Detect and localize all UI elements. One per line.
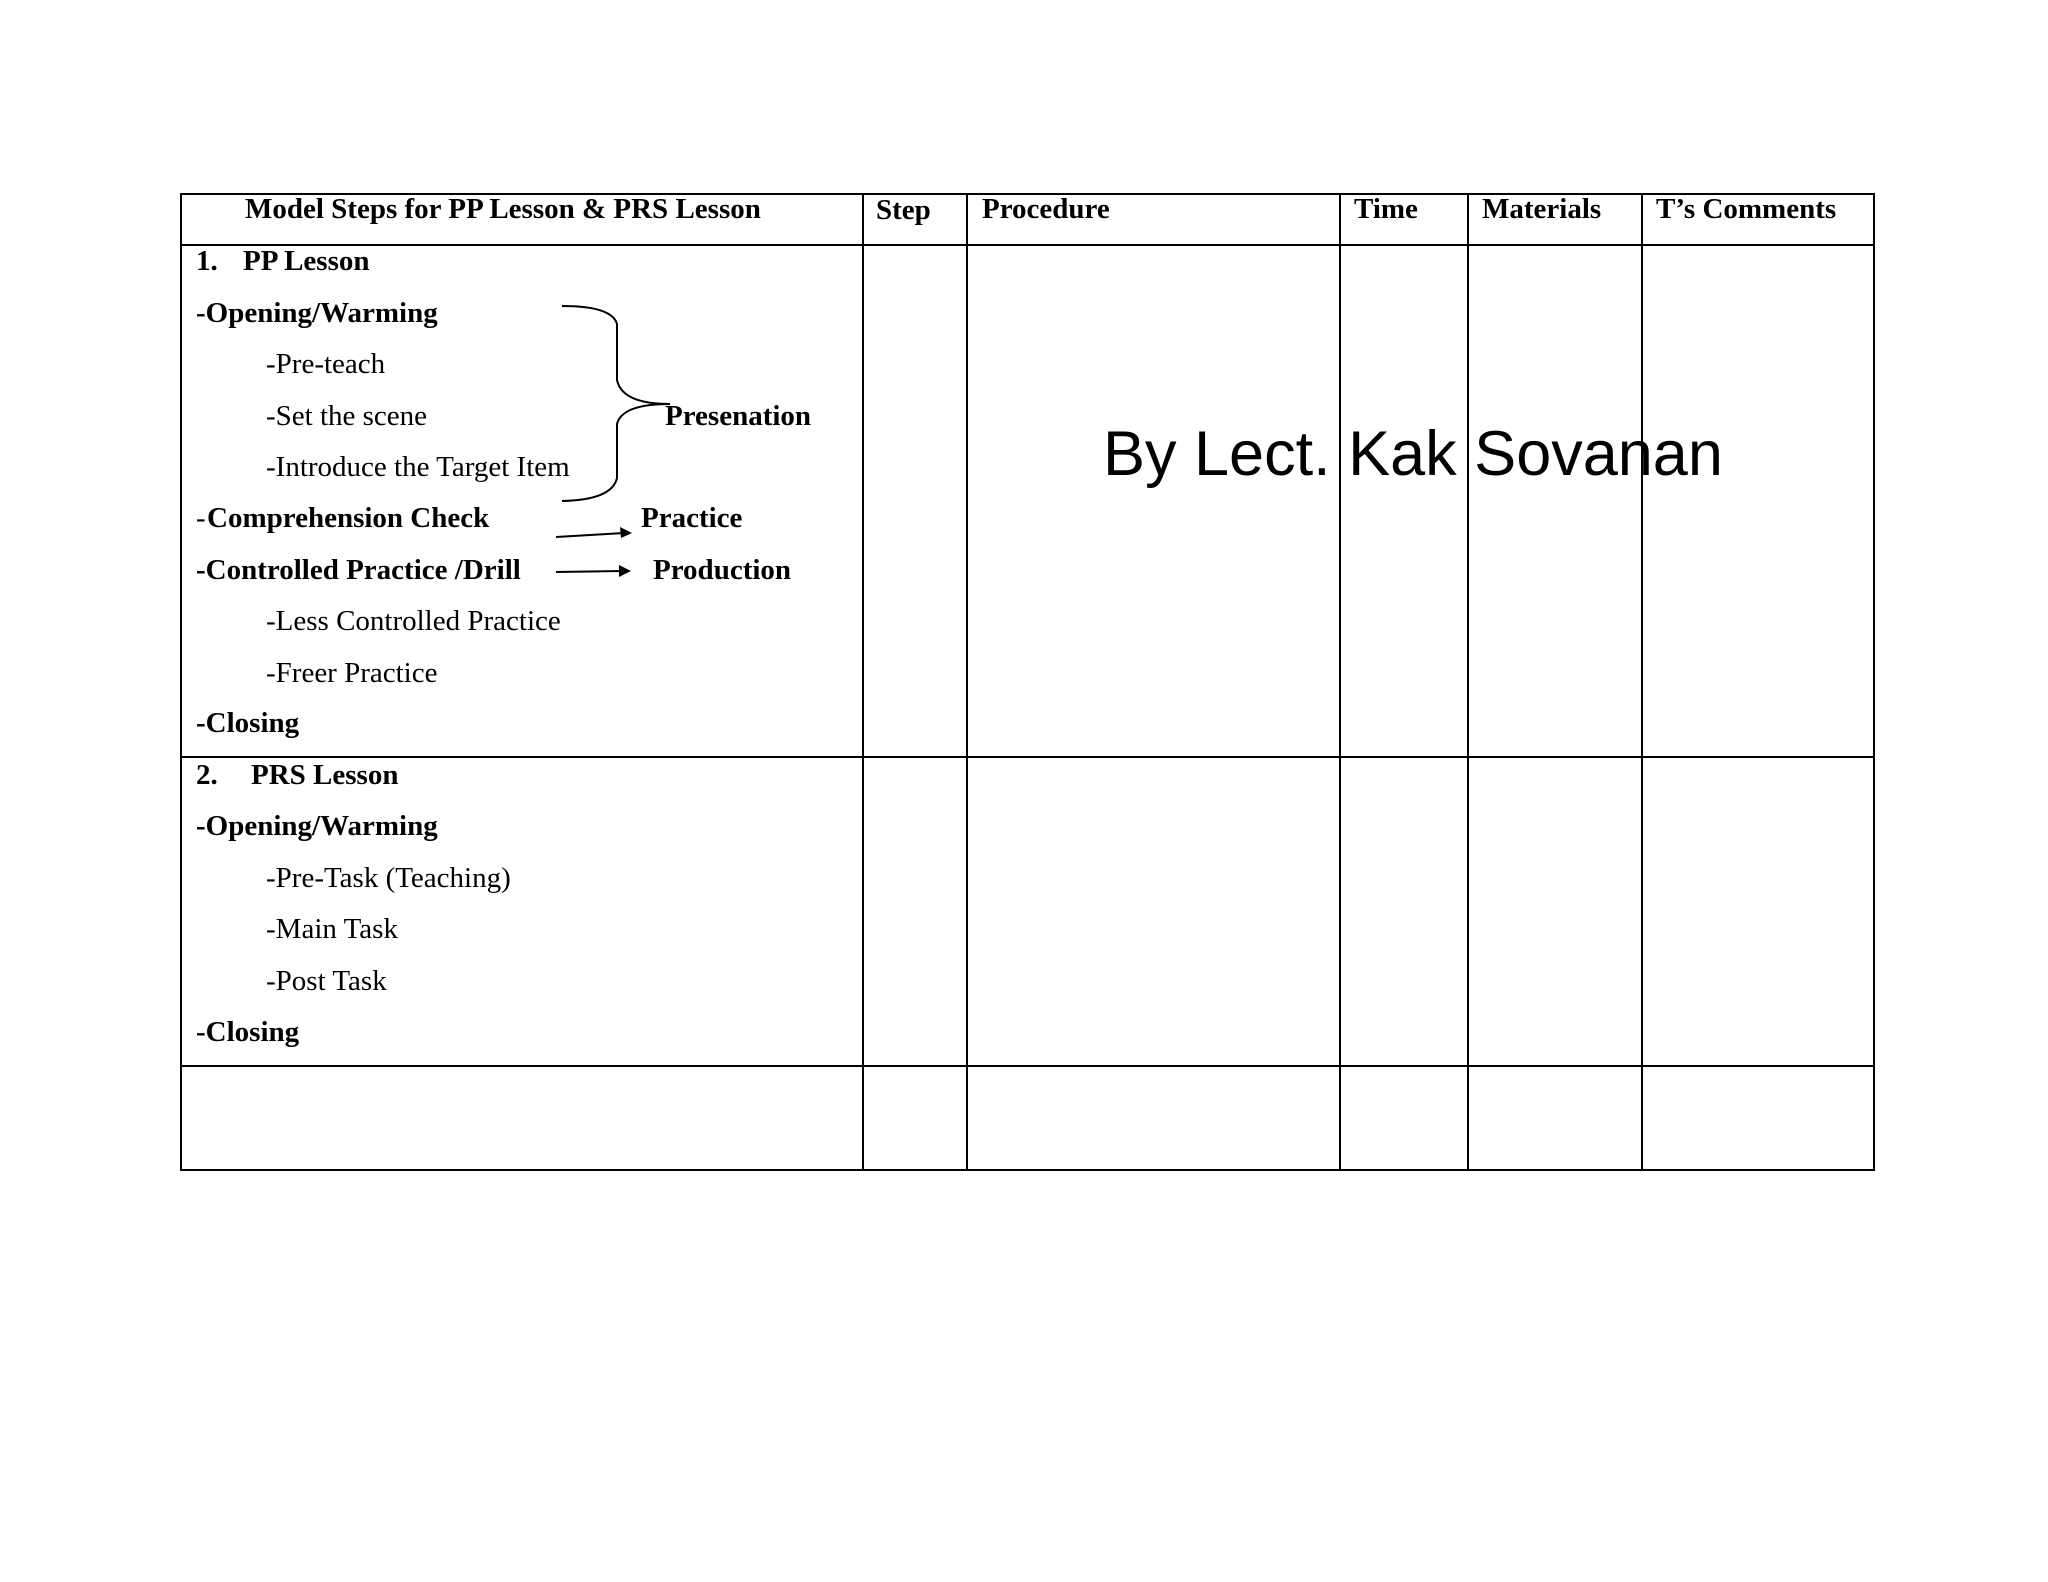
pp-less-controlled: -Less Controlled Practice [266,605,561,637]
practice-arrow-line [556,533,624,537]
row1-bottom-border [180,756,1874,758]
table-left-border [180,193,182,1171]
pp-set-scene: -Set the scene [266,400,428,432]
pp-comprehension-check: Comprehension Check [207,502,490,534]
label-practice: Practice [641,502,743,534]
table-bottom-border [180,1169,1874,1171]
pp-comprehension-dash: - [196,502,206,534]
prs-post-task: -Post Task [266,965,387,997]
prs-closing: -Closing [196,1016,300,1048]
header-time: Time [1354,193,1418,225]
presentation-brace [562,306,670,501]
col-divider-comments [1641,193,1643,1171]
prs-lesson-number: 2. [196,759,218,791]
practice-arrow-head [620,527,632,538]
pp-closing: -Closing [196,707,300,739]
prs-opening: -Opening/Warming [196,810,438,842]
header-materials: Materials [1482,193,1602,225]
prs-pre-task: -Pre-Task (Teaching) [266,862,511,894]
production-arrow-line [556,571,622,572]
col-divider-procedure [966,193,968,1171]
header-bottom-border [180,244,1874,246]
prs-main-task: -Main Task [266,913,398,945]
author-watermark: By Lect. Kak Sovanan [1103,419,1723,489]
header-model-steps: Model Steps for PP Lesson & PRS Lesson [245,193,761,225]
pp-opening: -Opening/Warming [196,297,438,329]
production-arrow-head [619,565,631,577]
pp-controlled-practice: -Controlled Practice /Drill [196,554,521,586]
pp-lesson-number: 1. [196,245,218,277]
table-right-border [1873,193,1875,1171]
col-divider-time [1339,193,1341,1171]
label-production: Production [653,554,792,586]
row2-bottom-border [180,1065,1874,1067]
col-divider-step [862,193,864,1171]
header-procedure: Procedure [982,193,1110,225]
pp-introduce-target: -Introduce the Target Item [266,451,570,483]
col-divider-materials [1467,193,1469,1171]
pp-lesson-title: PP Lesson [243,245,370,277]
header-comments: T’s Comments [1656,193,1837,225]
label-presentation: Presenation [665,400,812,432]
prs-lesson-title: PRS Lesson [251,759,399,791]
header-step: Step [876,194,931,226]
pp-pre-teach: -Pre-teach [266,348,386,380]
pp-freer-practice: -Freer Practice [266,657,438,689]
